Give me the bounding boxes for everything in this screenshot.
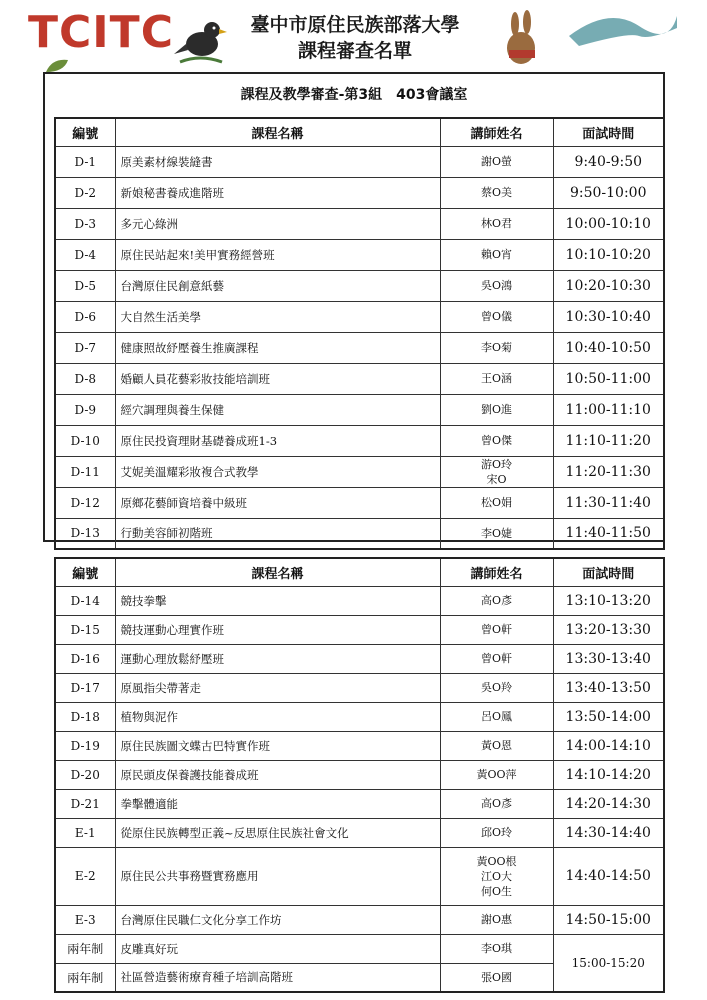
- course-code: D-15: [55, 615, 115, 644]
- course-name: 原住民公共事務暨實務應用: [115, 847, 440, 905]
- table-row: [55, 789, 664, 818]
- interview-time: 10:00-10:10: [553, 208, 664, 239]
- instructor-line: 林O君: [480, 217, 513, 230]
- course-code: E-1: [55, 818, 115, 847]
- course-name: 婚顧人員花藝彩妝技能培訓班: [115, 363, 440, 394]
- interview-time: 11:10-11:20: [553, 425, 664, 456]
- interview-time: 10:50-11:00: [553, 363, 664, 394]
- instructor-line: 王O涵: [480, 372, 513, 385]
- table-row: [55, 702, 664, 731]
- instructor-line: 何O生: [480, 884, 513, 898]
- course-name: 原美素材線裝縫書: [115, 146, 440, 177]
- table-row: [55, 332, 664, 363]
- course-code: D-6: [55, 301, 115, 332]
- course-name: 新娘秘書養成進階班: [115, 177, 440, 208]
- page-title: 臺中市原住民族部落大學 課程審查名單: [250, 14, 460, 62]
- instructor-line: 呂O鳳: [480, 710, 513, 723]
- course-code: E-2: [55, 847, 115, 905]
- course-code: D-21: [55, 789, 115, 818]
- course-name: 從原住民族轉型正義~反思原住民族社會文化: [115, 818, 440, 847]
- instructor-name: 張O國: [440, 963, 553, 992]
- table-row: [55, 270, 664, 301]
- interview-time: 13:30-13:40: [553, 644, 664, 673]
- interview-time: 9:50-10:00: [553, 177, 664, 208]
- table-row: [55, 518, 664, 549]
- course-code: 兩年制: [55, 963, 115, 992]
- instructor-line: 曾O軒: [480, 652, 513, 665]
- interview-time: 14:10-14:20: [553, 760, 664, 789]
- instructor-name: [440, 363, 553, 394]
- course-name: 拳擊體適能: [115, 789, 440, 818]
- interview-time: 10:20-10:30: [553, 270, 664, 301]
- interview-time: 15:00-15:20: [553, 934, 664, 992]
- course-code: D-10: [55, 425, 115, 456]
- instructor-name: [440, 270, 553, 301]
- interview-time: 13:40-13:50: [553, 673, 664, 702]
- instructor-name: [440, 394, 553, 425]
- table-row: [55, 905, 664, 934]
- instructor-line: 謝O惠: [480, 913, 513, 926]
- schedule-table-afternoon: [54, 557, 665, 993]
- header-course-name: 課程名稱: [115, 118, 440, 146]
- header-instructor: 講師姓名: [440, 118, 553, 146]
- course-name: 健康照故紓壓養生推廣課程: [115, 332, 440, 363]
- schedule-table-morning: [54, 117, 665, 550]
- course-code: D-2: [55, 177, 115, 208]
- instructor-line: 曾O軒: [480, 623, 513, 636]
- course-name: 大自然生活美學: [115, 301, 440, 332]
- instructor-line: 謝O螢: [480, 155, 513, 168]
- table-row: [55, 644, 664, 673]
- instructor-line: 高O彥: [480, 594, 513, 607]
- course-name: 原住民站起來!美甲實務經營班: [115, 239, 440, 270]
- header-time: 面試時間: [553, 558, 664, 586]
- course-name: 原風指尖帶著走: [115, 673, 440, 702]
- interview-time: 13:10-13:20: [553, 586, 664, 615]
- instructor-line: 邱O玲: [480, 826, 513, 839]
- instructor-name: [440, 586, 553, 615]
- course-name: 多元心綠洲: [115, 208, 440, 239]
- course-code: D-3: [55, 208, 115, 239]
- course-code: D-20: [55, 760, 115, 789]
- instructor-name: [440, 615, 553, 644]
- interview-time: 14:00-14:10: [553, 731, 664, 760]
- page-header: [0, 0, 707, 72]
- instructor-line: 黃OO根: [476, 854, 517, 868]
- interview-time: 14:50-15:00: [553, 905, 664, 934]
- table-row: [55, 847, 664, 905]
- tcitc-logo: TCITC: [28, 7, 174, 58]
- instructor-name: [440, 177, 553, 208]
- instructor-line: 松O娟: [480, 496, 513, 509]
- course-name: 社區營造藝術療育種子培訓高階班: [115, 963, 440, 992]
- table-row: [55, 760, 664, 789]
- interview-time: 11:30-11:40: [553, 487, 664, 518]
- interview-time: 13:20-13:30: [553, 615, 664, 644]
- instructor-name: [440, 425, 553, 456]
- course-name: 運動心理放鬆紓壓班: [115, 644, 440, 673]
- table-row: [55, 146, 664, 177]
- table-row: [55, 301, 664, 332]
- instructor-line: 宋O: [486, 472, 507, 486]
- instructor-name: [440, 847, 553, 905]
- interview-time: 11:20-11:30: [553, 456, 664, 487]
- instructor-line: 高O彥: [480, 797, 513, 810]
- course-code: D-7: [55, 332, 115, 363]
- interview-time: 11:40-11:50: [553, 518, 664, 549]
- instructor-name: [440, 673, 553, 702]
- course-code: D-11: [55, 456, 115, 487]
- table-row: [55, 731, 664, 760]
- table-row: [55, 586, 664, 615]
- table-row: [55, 208, 664, 239]
- instructor-name: [440, 456, 553, 487]
- interview-time: 9:40-9:50: [553, 146, 664, 177]
- instructor-name: [440, 487, 553, 518]
- course-name: 原住民投資理財基礎養成班1-3: [115, 425, 440, 456]
- course-code: D-16: [55, 644, 115, 673]
- instructor-name: [440, 731, 553, 760]
- course-code: D-1: [55, 146, 115, 177]
- instructor-line: 曾O傑: [480, 434, 513, 447]
- instructor-line: 游O玲: [480, 457, 513, 471]
- interview-time: 10:40-10:50: [553, 332, 664, 363]
- course-name: 原民頭皮保養護技能養成班: [115, 760, 440, 789]
- bird-illustration-icon: [172, 10, 228, 66]
- course-name: 行動美容師初階班: [115, 518, 440, 549]
- instructor-name: [440, 905, 553, 934]
- interview-time: 10:30-10:40: [553, 301, 664, 332]
- instructor-name: [440, 301, 553, 332]
- course-code: 兩年制: [55, 934, 115, 963]
- course-name: 競技運動心理實作班: [115, 615, 440, 644]
- table-row: [55, 394, 664, 425]
- course-code: D-13: [55, 518, 115, 549]
- table-header-row: [55, 558, 664, 586]
- interview-time: 11:00-11:10: [553, 394, 664, 425]
- instructor-name: [440, 760, 553, 789]
- table-row: [55, 363, 664, 394]
- table-row: [55, 673, 664, 702]
- table-row: [55, 239, 664, 270]
- course-name: 原住民族圖文蝶古巴特實作班: [115, 731, 440, 760]
- table-row: [55, 425, 664, 456]
- ribbon-rabbit-illustration-icon: [499, 6, 679, 68]
- course-name: 原鄉花藝師資培養中級班: [115, 487, 440, 518]
- header-code: 編號: [55, 118, 115, 146]
- interview-time: 14:40-14:50: [553, 847, 664, 905]
- instructor-line: 吳O鴻: [480, 279, 513, 292]
- course-name: 經穴調理與養生保健: [115, 394, 440, 425]
- table-header-row: [55, 118, 664, 146]
- course-name: 艾妮美溫耀彩妝複合式教學: [115, 456, 440, 487]
- course-name: 植物與泥作: [115, 702, 440, 731]
- instructor-line: 劉O進: [480, 403, 513, 416]
- course-code: D-18: [55, 702, 115, 731]
- instructor-name: [440, 146, 553, 177]
- instructor-line: 蔡O美: [480, 186, 513, 199]
- instructor-line: 黃OO萍: [476, 768, 517, 781]
- table-row: [55, 615, 664, 644]
- course-name: 競技拳擊: [115, 586, 440, 615]
- interview-time: 13:50-14:00: [553, 702, 664, 731]
- course-code: D-17: [55, 673, 115, 702]
- instructor-line: 曾O儀: [480, 310, 513, 323]
- instructor-line: 李O婕: [480, 526, 513, 540]
- section-title: 課程及教學審查-第3組 403會議室: [240, 87, 468, 103]
- course-code: E-3: [55, 905, 115, 934]
- course-name: 台灣原住民創意紙藝: [115, 270, 440, 301]
- table-row: [55, 177, 664, 208]
- instructor-line: 賴O宵: [480, 248, 513, 261]
- instructor-name: [440, 789, 553, 818]
- instructor-name: [440, 332, 553, 363]
- instructor-line: 吳O羚: [480, 681, 513, 694]
- course-code: D-14: [55, 586, 115, 615]
- interview-time: 14:20-14:30: [553, 789, 664, 818]
- table-row: [55, 818, 664, 847]
- interview-time: 10:10-10:20: [553, 239, 664, 270]
- course-code: D-19: [55, 731, 115, 760]
- header-code: 編號: [55, 558, 115, 586]
- course-code: D-9: [55, 394, 115, 425]
- instructor-name: 李O琪: [440, 934, 553, 963]
- instructor-line: 黃O恩: [480, 739, 513, 752]
- interview-time: 14:30-14:40: [553, 818, 664, 847]
- header-course-name: 課程名稱: [115, 558, 440, 586]
- course-code: D-12: [55, 487, 115, 518]
- instructor-line: 江O大: [480, 869, 513, 883]
- instructor-name: [440, 208, 553, 239]
- course-code: D-8: [55, 363, 115, 394]
- table-row: [55, 934, 664, 963]
- instructor-name: [440, 239, 553, 270]
- instructor-name: [440, 818, 553, 847]
- table-row: [55, 487, 664, 518]
- instructor-name: [440, 702, 553, 731]
- instructor-name: [440, 518, 553, 549]
- instructor-line: 李O菊: [480, 341, 513, 354]
- header-instructor: 講師姓名: [440, 558, 553, 586]
- table-row: [55, 456, 664, 487]
- header-time: 面試時間: [553, 118, 664, 146]
- instructor-name: [440, 644, 553, 673]
- course-name: 台灣原住民職仁文化分享工作坊: [115, 905, 440, 934]
- course-code: D-4: [55, 239, 115, 270]
- course-code: D-5: [55, 270, 115, 301]
- course-name: 皮雕真好玩: [115, 934, 440, 963]
